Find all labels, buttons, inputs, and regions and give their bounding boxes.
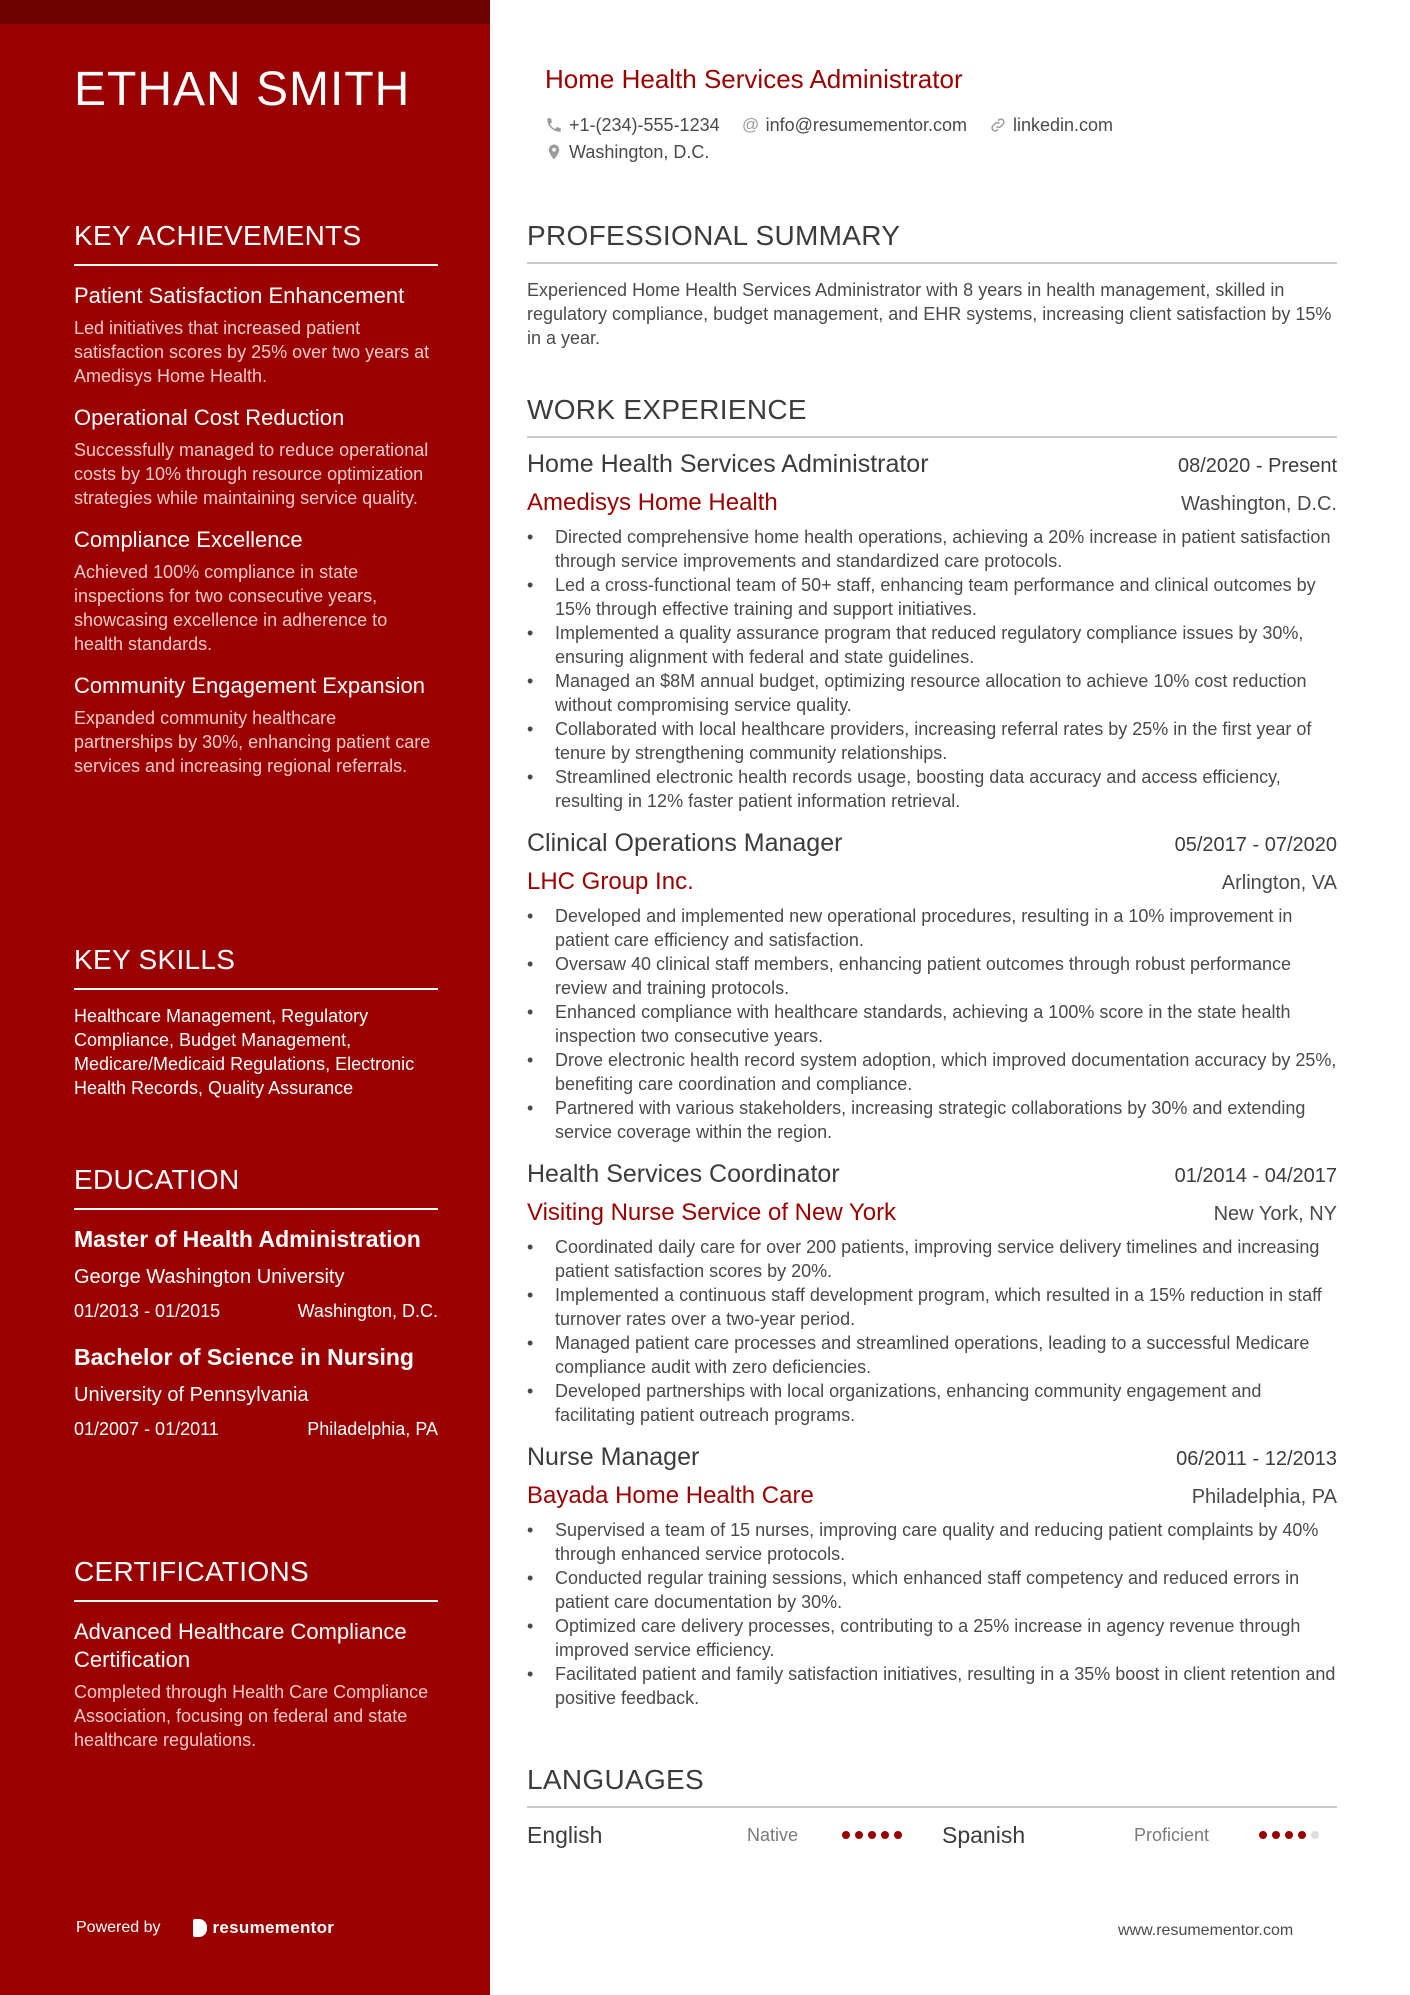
job-bullet: • Optimized care delivery processes, contributing to a 25% increase in agency revenue through improved service efficiency. — [527, 1614, 1337, 1662]
languages-section — [527, 1764, 1337, 1850]
key-achievements-section — [74, 220, 438, 778]
job-dates: 06/2011 - 12/2013 — [1176, 1448, 1337, 1470]
sidebar-top-bar — [0, 0, 490, 24]
certifications-heading: CERTIFICATIONS — [74, 1556, 438, 1602]
rating-dot — [1285, 1831, 1293, 1839]
education-degree: Bachelor of Science in Nursing — [74, 1344, 414, 1370]
job-bullet: • Oversaw 40 clinical staff members, enhancing patient outcomes through robust performance review and training protocols. — [527, 952, 1337, 1000]
job-bullet: • Managed patient care processes and streamlined operations, leading to a successful Medicare compliance audit with zero deficiencies. — [527, 1331, 1337, 1379]
language-item — [527, 1822, 922, 1849]
education-location: Washington, D.C. — [297, 1301, 438, 1321]
education-degree: Master of Health Administration — [74, 1226, 421, 1252]
language-rating — [1254, 1831, 1319, 1839]
certifications-section — [74, 1556, 438, 1752]
job-role: Clinical Operations Manager — [527, 829, 843, 857]
headline-title: Home Health Services Administrator — [545, 64, 963, 94]
sidebar — [0, 0, 490, 1995]
job-dates: 08/2020 - Present — [1178, 455, 1337, 477]
key-skills-heading: KEY SKILLS — [74, 944, 438, 990]
job-bullets — [527, 1518, 1337, 1710]
achievement-item — [74, 282, 438, 388]
job-role: Home Health Services Administrator — [527, 450, 929, 478]
brand-logo[interactable] — [193, 1918, 335, 1938]
language-level: Native — [747, 1824, 799, 1845]
achievement-title: Community Engagement Expansion — [74, 673, 425, 698]
education-heading: EDUCATION — [74, 1164, 438, 1210]
job-role: Health Services Coordinator — [527, 1160, 840, 1188]
language-name: English — [527, 1821, 603, 1848]
job-bullet: • Drove electronic health record system adoption, which improved documentation accuracy by 25%, benefiting care coordination and compliance. — [527, 1048, 1337, 1096]
achievement-item — [74, 526, 438, 656]
candidate-name: ETHAN SMITH — [74, 63, 411, 116]
job-entry — [527, 1160, 1337, 1427]
rating-dot — [894, 1831, 902, 1839]
brand-name: resumementor — [212, 1918, 335, 1937]
achievement-desc: Achieved 100% compliance in state inspections for two consecutive years, showcasing excellence in adherence to health standards. — [74, 562, 388, 654]
job-bullet: • Streamlined electronic health records usage, boosting data accuracy and access efficiency, resulting in 12% faster patient information retrieval. — [527, 765, 1337, 813]
rating-dot — [1298, 1831, 1306, 1839]
certification-item — [74, 1618, 438, 1752]
powered-by-label: Powered by — [76, 1919, 161, 1936]
job-bullet: • Developed partnerships with local organizations, enhancing community engagement and facilitating patient outreach programs. — [527, 1379, 1337, 1427]
job-company: Amedisys Home Health — [527, 489, 778, 516]
job-bullet: • Managed an $8M annual budget, optimizing resource allocation to achieve 10% cost reduction without compromising service quality. — [527, 669, 1337, 717]
achievement-desc: Led initiatives that increased patient satisfaction scores by 25% over two years at Amedisys Home Health. — [74, 318, 430, 386]
job-location: Philadelphia, PA — [1191, 1486, 1337, 1508]
contact-phone[interactable] — [545, 115, 720, 136]
job-company: Visiting Nurse Service of New York — [527, 1199, 897, 1226]
job-bullet: • Enhanced compliance with healthcare standards, achieving a 100% score in the state health inspection two consecutive years. — [527, 1000, 1337, 1048]
achievement-item — [74, 672, 438, 778]
achievement-title: Patient Satisfaction Enhancement — [74, 283, 405, 308]
job-company: Bayada Home Health Care — [527, 1482, 814, 1509]
achievement-title: Compliance Excellence — [74, 527, 303, 552]
rating-dot — [881, 1831, 889, 1839]
job-role: Nurse Manager — [527, 1443, 700, 1471]
job-bullet: • Implemented a quality assurance program that reduced regulatory compliance issues by 30%, ensuring alignment with federal and state guidelines. — [527, 621, 1337, 669]
phone-icon — [545, 116, 563, 134]
certification-title: Advanced Healthcare Compliance Certification — [74, 1619, 407, 1672]
education-dates: 01/2007 - 01/2011 — [74, 1419, 219, 1439]
education-school: George Washington University — [74, 1266, 345, 1288]
job-dates: 01/2014 - 04/2017 — [1174, 1165, 1337, 1187]
education-school: University of Pennsylvania — [74, 1384, 309, 1406]
job-dates: 05/2017 - 07/2020 — [1174, 834, 1337, 856]
education-location: Philadelphia, PA — [307, 1419, 438, 1439]
job-location: Arlington, VA — [1221, 872, 1337, 894]
education-dates: 01/2013 - 01/2015 — [74, 1301, 221, 1321]
job-bullet: • Supervised a team of 15 nurses, improving care quality and reducing patient complaints by 40% through enhanced service protocols. — [527, 1518, 1337, 1566]
job-entry — [527, 1443, 1337, 1710]
key-achievements-heading: KEY ACHIEVEMENTS — [74, 220, 438, 266]
linkedin-text: linkedin.com — [1012, 114, 1114, 135]
job-bullets — [527, 904, 1337, 1144]
contact-email[interactable] — [742, 115, 967, 136]
job-bullets — [527, 525, 1337, 813]
job-entry — [527, 450, 1337, 813]
language-item — [942, 1822, 1337, 1849]
professional-summary-section — [527, 220, 1337, 350]
job-bullet: • Led a cross-functional team of 50+ staff, enhancing team performance and clinical outcomes by 15% through effective training and support initiatives. — [527, 573, 1337, 621]
education-item — [74, 1224, 438, 1322]
rating-dot — [1272, 1831, 1280, 1839]
phone-text: +1-(234)-555-1234 — [569, 114, 720, 135]
job-location: New York, NY — [1213, 1203, 1337, 1225]
job-bullet: • Collaborated with local healthcare providers, increasing referral rates by 25% in the first year of tenure by strengthening community relationships. — [527, 717, 1337, 765]
contact-location — [545, 142, 709, 163]
education-item — [74, 1342, 438, 1440]
education-section — [74, 1164, 438, 1440]
location-text: Washington, D.C. — [569, 141, 710, 162]
resumementor-logo-icon — [193, 1919, 207, 1937]
job-bullet: • Coordinated daily care for over 200 patients, improving service delivery timelines and increasing patient satisfaction scores by 20%. — [527, 1235, 1337, 1283]
job-bullet: • Developed and implemented new operational procedures, resulting in a 10% improvement in patient care efficiency and satisfaction. — [527, 904, 1337, 952]
footer-url[interactable]: www.resumementor.com — [1118, 1922, 1294, 1939]
language-rating — [837, 1831, 902, 1839]
job-company: LHC Group Inc. — [527, 868, 694, 895]
work-experience-section — [527, 394, 1337, 1726]
skills-list: Healthcare Management, Regulatory Compliance, Budget Management, Medicare/Medicaid Regulations, Electronic Health Records, Quality Assurance — [74, 1006, 415, 1098]
rating-dot — [842, 1831, 850, 1839]
key-skills-section — [74, 944, 438, 1100]
powered-by — [76, 1918, 334, 1938]
rating-dot — [855, 1831, 863, 1839]
achievement-desc: Expanded community healthcare partnerships by 30%, enhancing patient care services and increasing regional referrals. — [74, 708, 431, 776]
work-experience-heading: WORK EXPERIENCE — [527, 394, 1337, 438]
rating-dot — [868, 1831, 876, 1839]
job-location: Washington, D.C. — [1181, 493, 1337, 515]
summary-text: Experienced Home Health Services Administrator with 8 years in health management, skilled in regulatory compliance, budget management, and EHR systems, increasing client satisfaction by 15% in a year. — [527, 280, 1332, 348]
at-icon: @ — [741, 115, 760, 134]
job-bullet: • Implemented a continuous staff development program, which resulted in a 15% reduction in staff turnover rates over a two-year period. — [527, 1283, 1337, 1331]
link-icon — [989, 116, 1007, 134]
language-name: Spanish — [942, 1821, 1026, 1848]
contact-linkedin[interactable] — [989, 115, 1113, 136]
location-pin-icon — [545, 143, 563, 161]
certification-desc: Completed through Health Care Compliance Association, focusing on federal and state healthcare regulations. — [74, 1682, 429, 1750]
professional-summary-heading: PROFESSIONAL SUMMARY — [527, 220, 1337, 264]
language-level: Proficient — [1134, 1824, 1210, 1845]
languages-heading: LANGUAGES — [527, 1764, 1337, 1808]
job-bullet: • Facilitated patient and family satisfaction initiatives, resulting in a 35% boost in client retention and positive feedback. — [527, 1662, 1337, 1710]
job-bullet: • Directed comprehensive home health operations, achieving a 20% increase in patient satisfaction through service improvements and standardized care protocols. — [527, 525, 1337, 573]
job-entry — [527, 829, 1337, 1144]
job-bullets — [527, 1235, 1337, 1427]
job-bullet: • Partnered with various stakeholders, increasing strategic collaborations by 30% and extending service coverage within the region. — [527, 1096, 1337, 1144]
contact-info — [545, 112, 1135, 166]
rating-dot — [1311, 1831, 1319, 1839]
email-text: info@resumementor.com — [765, 114, 967, 135]
job-bullet: • Conducted regular training sessions, which enhanced staff competency and reduced errors in patient care documentation by 30%. — [527, 1566, 1337, 1614]
rating-dot — [1259, 1831, 1267, 1839]
achievement-desc: Successfully managed to reduce operational costs by 10% through resource optimization strategies while maintaining service quality. — [74, 440, 429, 508]
achievement-title: Operational Cost Reduction — [74, 405, 345, 430]
achievement-item — [74, 404, 438, 510]
